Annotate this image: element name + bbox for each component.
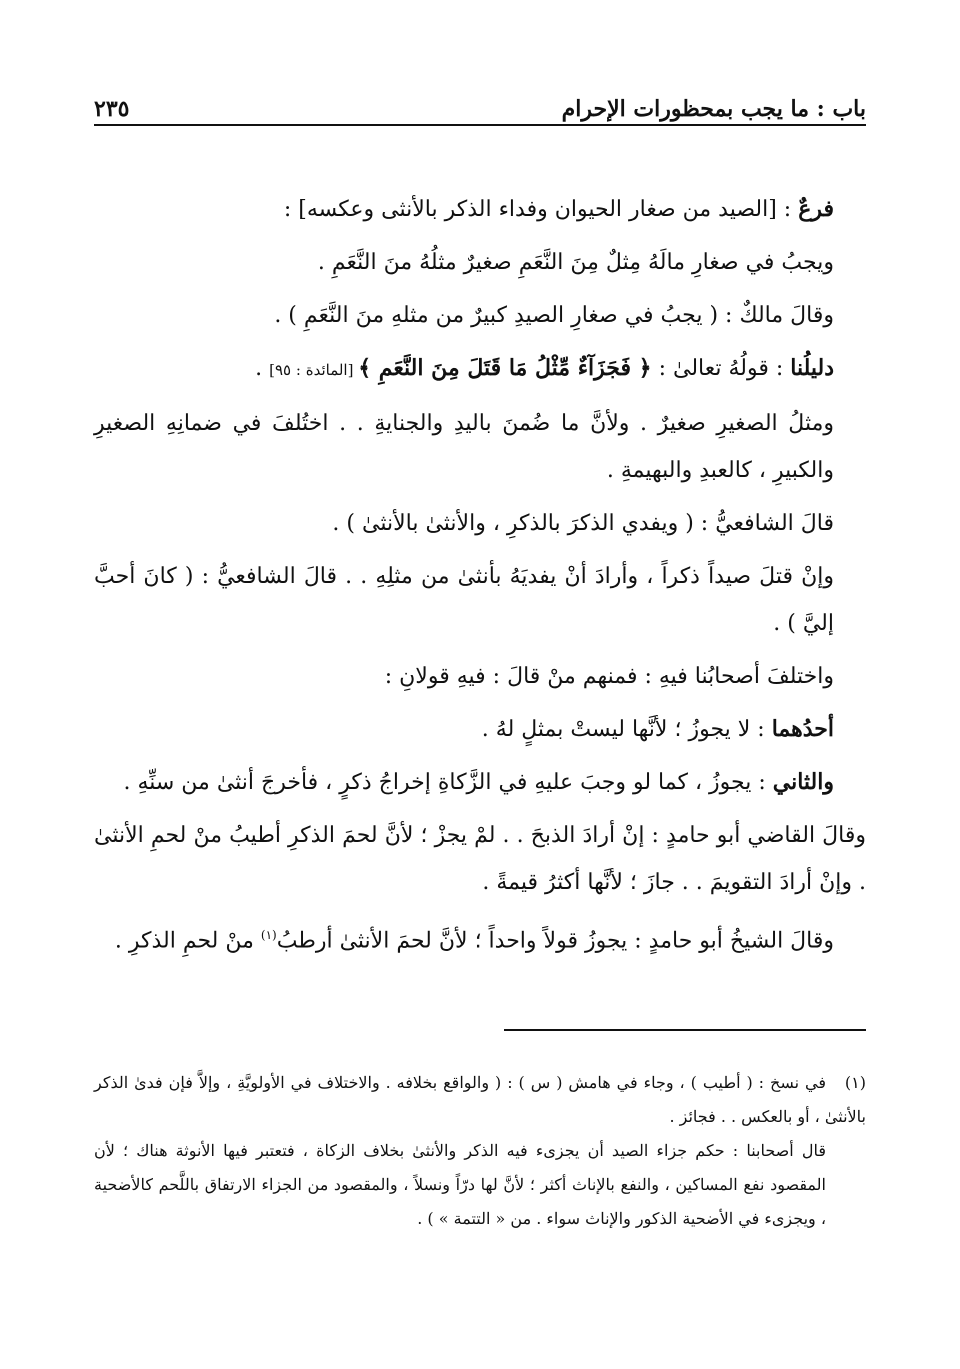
paragraph: واختلفَ أصحابُنا فيهِ : فمنهم منْ قالَ : فيهِ قولانِ : [384, 664, 834, 689]
quran-verse: ﴿ فَجَزَآءٌ مِّثْلُ مَا قَتَلَ مِنَ النَّعَمِ ﴾ [358, 355, 652, 381]
evidence-text: : قولُهُ تعالىٰ : [651, 356, 791, 381]
footnote-marker[interactable]: (١) [260, 928, 277, 942]
paragraph: ومثلُ الصغيرِ صغيرٌ . ولأنَّ ما ضُمنَ باليدِ والجنايةِ . . اختُلفَ في ضمانِهِ الصغيرِ والكبيرِ ، كالعبدِ والبهيمةِ . [94, 411, 834, 483]
paragraph: وقالَ مالكٌ : ( يجبُ في صغارِ الصيدِ كبيرٌ من مثلهِ منَ النَّعَمِ ) . [274, 303, 834, 328]
evidence-lead: دليلُنا [790, 355, 834, 381]
first-opinion-text: : لا يجوزُ ؛ لأنَّها ليستْ بمثلٍ لهُ . [481, 717, 772, 742]
footnote-divider [504, 1029, 866, 1031]
verse-reference: [المائدة : ٩٥] [269, 361, 359, 379]
main-text [94, 186, 866, 970]
footnote [94, 1066, 866, 1134]
header-divider [94, 124, 866, 126]
evidence-end: . [255, 356, 270, 381]
first-opinion-lead: أحدُهما [771, 716, 834, 742]
footnote-text: في نسخ : ( أطيب ) ، وجاء في هامش ( س ) : ( والواقع بخلافه . والاختلاف في الأولويَّةِ ، وإلاَّ فإن فدىٰ الذكر بالأنثىٰ ، أو بالعكس . . فجائز . [94, 1073, 866, 1126]
running-header [94, 86, 866, 122]
footnote-continuation: قال أصحابنا : حكم جزاء الصيد أن يجزىء فيه الذكر والأنثىٰ بخلاف الزكاة ، فتعتبر فيها الأنوثة هناك ؛ لأن المقصود نفع المساكين ، والنفع بالإناث أكثر ؛ لأنَّ لها درّاً ونسلاً ، والمقصود من الجزاء الارتفاق باللَّحم كالأضحية ، ويجزىء في الأضحية الذكور والإناث سواء . من « التتمة » ) . [94, 1141, 826, 1228]
second-opinion-text: : يجوزُ ، كما لو وجبَ عليهِ في الزَّكاةِ إخراجُ ذكرٍ ، فأخرجَ أنثىٰ من سنِّهِ . [123, 770, 773, 795]
footnote-number: (١) [844, 1073, 866, 1092]
second-opinion-lead: والثاني [772, 769, 834, 795]
paragraph [94, 706, 866, 753]
paragraph [94, 186, 866, 233]
paragraph: ويجبُ في صغارِ مالَهُ مِثلٌ مِنَ النَّعَمِ صغيرٌ مثلُهُ منَ النَّعَمِ . [317, 250, 834, 275]
paragraph-text-end: منْ لحمِ الذكرِ . [114, 928, 261, 954]
paragraph: وقالَ القاضي أبو حامدٍ : إنْ أرادَ الذبحَ . . لمْ يجزْ ؛ لأنَّ لحمَ الذكرِ أطيبُ منْ لحمِ الأنثىٰ . وإنْ أرادَ التقويمَ . . جازَ ؛ لأنَّها أكثرُ قيمةً . [94, 823, 866, 895]
paragraph: قالَ الشافعيُّ : ( ويفدي الذكرَ بالذكرِ ، والأنثىٰ بالأنثىٰ ) . [332, 511, 834, 536]
footnotes [94, 1066, 866, 1236]
page-number: ٢٣٥ [94, 96, 130, 122]
section-lead: فرعٌ [798, 196, 834, 222]
paragraph [94, 912, 866, 964]
paragraph [94, 345, 866, 394]
section-heading: : [الصيد من صغار الحيوان وفداء الذكر بالأنثى وعكسه] : [283, 197, 799, 222]
paragraph [94, 759, 866, 806]
paragraph-text: وقالَ الشيخُ أبو حامدٍ : يجوزُ قولاً واحداً ؛ لأنَّ لحمَ الأنثىٰ أرطبُ [276, 928, 834, 954]
chapter-title: باب : ما يجب بمحظورات الإحرام [561, 96, 866, 122]
paragraph: وإنْ قتلَ صيداً ذكراً ، وأرادَ أنْ يفديَهُ بأنثىٰ من مثلِهِ . . قالَ الشافعيُّ : ( كانَ أحبَّ إليَّ ) . [94, 564, 834, 636]
